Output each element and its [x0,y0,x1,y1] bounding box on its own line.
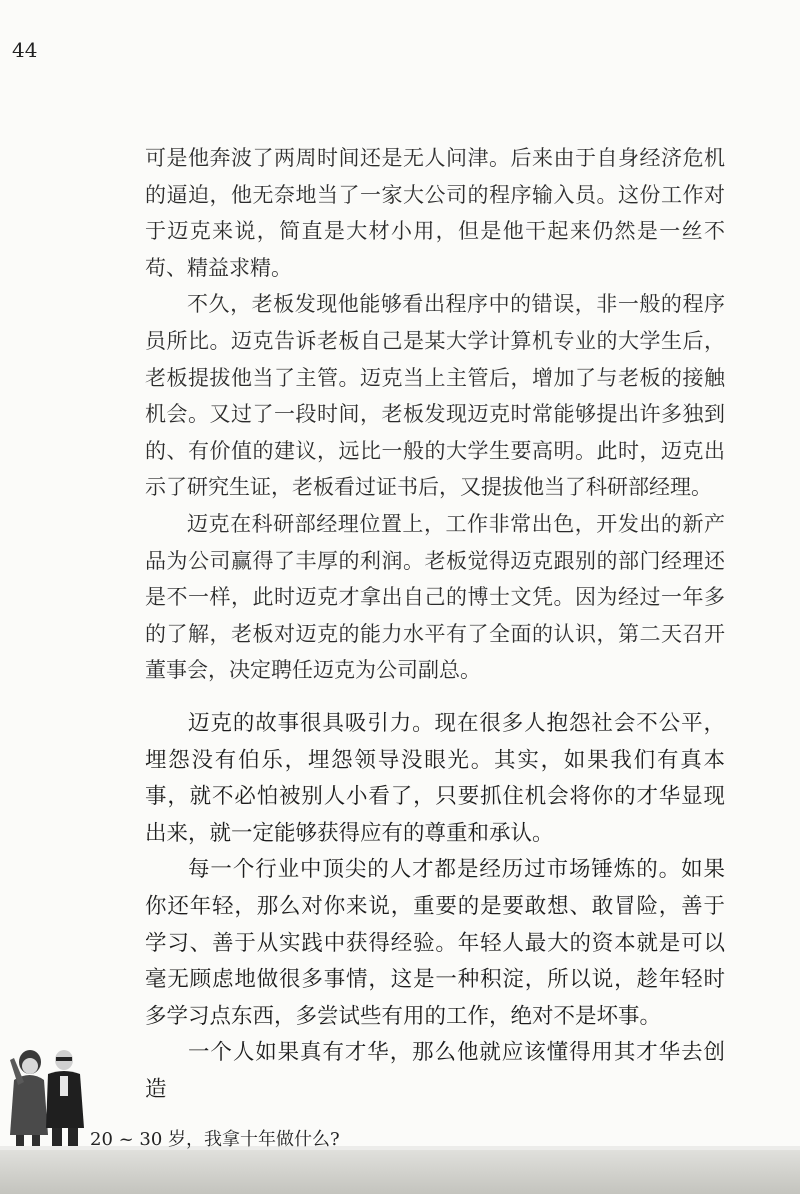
commentary-section [145,706,725,1109]
elderly-couple-illustration [0,1040,92,1160]
paragraph: 每一个行业中顶尖的人才都是经历过市场锤炼的。如果你还年轻，那么对你来说，重要的是要敢想、敢冒险，善于学习、善于从实践中获得经验。年轻人最大的资本就是可以毫无顾虑地做很多事情，这是一种积淀，所以说，趁年轻时多学习点东西，多尝试些有用的工作，绝对不是坏事。 [145,857,725,1029]
footer-band [0,1150,800,1194]
paragraph: 迈克在科研部经理位置上，工作非常出色，开发出的新产品为公司赢得了丰厚的利润。老板觉得迈克跟别的部门经理还是不一样，此时迈克才拿出自己的博士文凭。因为经过一年多的了解，老板对迈克的能力水平有了全面的认识，第二天召开董事会，决定聘任迈克为公司副总。 [145,511,725,683]
page-number: 44 [12,38,38,62]
paragraph: 不久，老板发现他能够看出程序中的错误，非一般的程序员所比。迈克告诉老板自己是某大学计算机专业的大学生后，老板提拔他当了主管。迈克当上主管后，增加了与老板的接触机会。又过了一段时间，老板发现迈克时常能够提出许多独到的、有价值的建议，远比一般的大学生要高明。此时，迈克出示了研究生证，老板看过证书后，又提拔他当了科研部经理。 [145,292,725,500]
paragraph: 一个人如果真有才华，那么他就应该懂得用其才华去创造 [145,1040,725,1102]
running-footer-title: 20 ~ 30 岁，我拿十年做什么? [90,1129,340,1150]
story-section [145,140,725,689]
paragraph: 迈克的故事很具吸引力。现在很多人抱怨社会不公平，埋怨没有伯乐，埋怨领导没眼光。其实，如果我们有真本事，就不必怕被别人小看了，只要抓住机会将你的才华显现出来，就一定能够获得应有的尊重和承认。 [145,711,725,846]
paragraph: 可是他奔波了两周时间还是无人问津。后来由于自身经济危机的逼迫，他无奈地当了一家大公司的程序输入员。这份工作对于迈克来说，简直是大材小用，但是他干起来仍然是一丝不苟、精益求精。 [145,146,725,280]
